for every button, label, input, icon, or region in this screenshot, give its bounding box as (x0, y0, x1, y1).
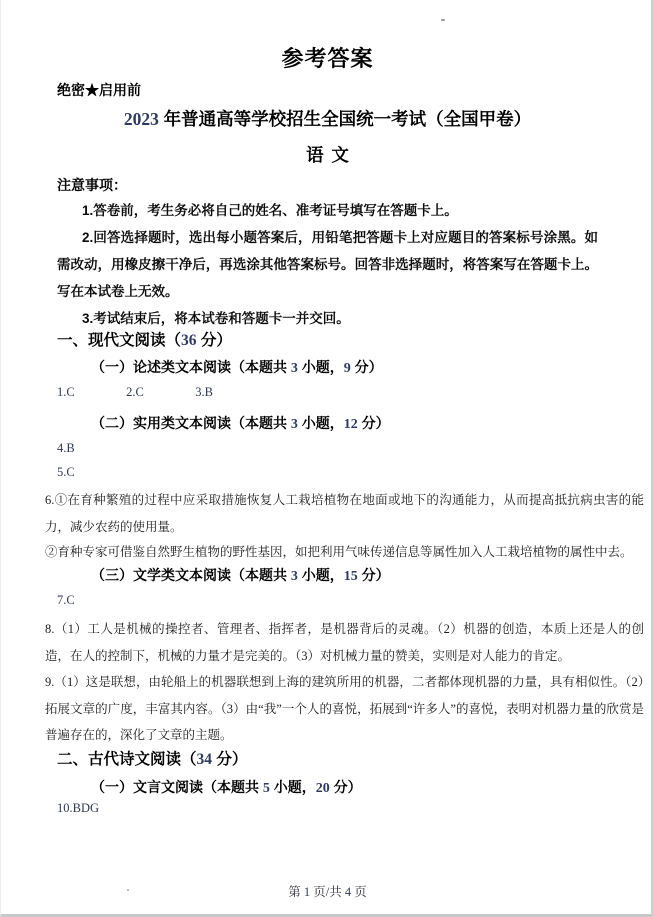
section-heading-classical-reading: 二、古代诗文阅读（34 分） (57, 751, 248, 768)
answer-9: 9.（1）这是联想，由轮船上的机器联想到上海的建筑所用的机器，二者都体现机器的力量，具有相似性。（2）拓展文章的广度，丰富其内容。（3）由“我”一个人的喜悦，拓展到“许多人”的喜悦，表明对机器力量的欣赏是普遍存在的，深化了文章的主题。 (45, 675, 644, 742)
notice-item-2: 2.回答选择题时，选出每小题答案后，用铅笔把答题卡上对应题目的答案标号涂黑。如需改动，用橡皮擦干净后，再选涂其他答案标号。回答非选择题时，将答案写在答题卡上。写在本试卷上无效。 (57, 230, 598, 299)
answer-7: 7.C (57, 593, 75, 607)
subsection-heading-classical-prose: （一）文言文阅读（本题共 5 小题，20 分） (91, 779, 362, 796)
answer-6-part-1: 6.①在育种繁殖的过程中应采取措施恢复人工栽培植物在地面或地下的沟通能力，从而提高抵抗病虫害的能力，减少农药的使用量。 (45, 493, 644, 534)
notice-item-1: 1.答卷前，考生务必将自己的姓名、准考证号填写在答题卡上。 (82, 203, 458, 218)
doc-title: 参考答案 (281, 46, 374, 71)
section-heading-modern-reading: 一、现代文阅读（36 分） (57, 332, 232, 349)
answer-10: 10.BDG (57, 801, 100, 815)
answer-4: 4.B (57, 441, 75, 455)
notice-heading: 注意事项： (57, 177, 127, 193)
subsection-heading-literary: （三）文学类文本阅读（本题共 3 小题，15 分） (91, 567, 390, 584)
answer-5: 5.C (57, 465, 75, 479)
answer-1: 1.C (57, 385, 75, 399)
exam-title: 2023 年普通高等学校招生全国统一考试（全国甲卷） (123, 109, 532, 129)
subject-title: 语 文 (306, 145, 349, 165)
subsection-heading-practical: （二）实用类文本阅读（本题共 3 小题，12 分） (91, 415, 390, 432)
answer-6-part-2: ②育种专家可借鉴自然野生植物的野性基因，如把利用气味传递信息等属性加入人工栽培植物的属性中去。 (45, 545, 633, 559)
secrecy-label: 绝密★启用前 (57, 82, 141, 98)
answer-2: 2.C (126, 385, 144, 399)
page-footer: 第 1 页/共 4 页 (288, 885, 367, 899)
scan-artifact-top (441, 19, 445, 21)
answer-row-1-3 (57, 385, 261, 400)
answer-8: 8.（1）工人是机械的操控者、管理者、指挥者，是机器背后的灵魂。（2）机器的创造，本质上还是人的创造，在人的控制下，机械的力量才是完美的。（3）对机械力量的赞美，实则是对人能力的肯定。 (45, 622, 644, 663)
answer-3: 3.B (195, 385, 213, 399)
notice-item-3: 3.考试结束后，将本试卷和答题卡一并交回。 (82, 311, 350, 326)
subsection-heading-argumentative: （一）论述类文本阅读（本题共 3 小题，9 分） (91, 359, 383, 376)
